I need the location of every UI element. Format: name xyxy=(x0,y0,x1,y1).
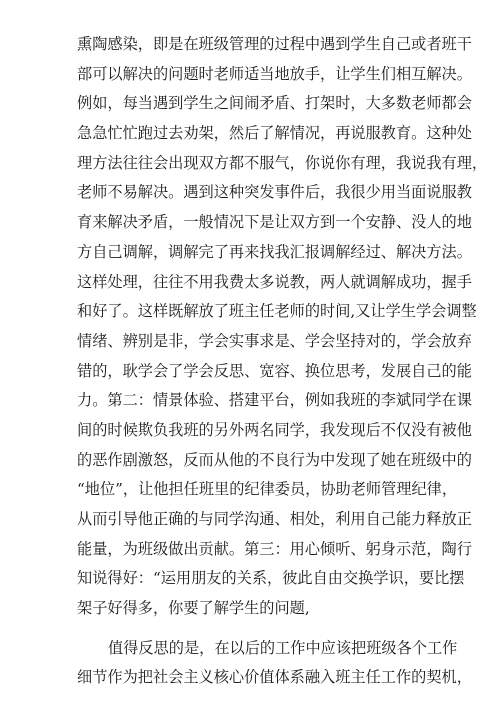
text-line: 能量，为班级做出贡献。第三：用心倾听、躬身示范，陶行 xyxy=(77,539,472,558)
text-line: 和好了。这样既解放了班主任老师的时间,又让学生学会调整 xyxy=(77,302,477,321)
text-line: 熏陶感染，即是在班级管理的过程中遇到学生自己或者班干 xyxy=(77,35,472,53)
text-line: 育来解决矛盾，一般情况下是让双方到一个安静、没人的地 xyxy=(77,213,472,232)
text-line: 急急忙忙跑过去劝架，然后了解情况，再说服教育。这种处 xyxy=(77,124,472,143)
text-line: 的恶作剧激怒，反而从他的不良行为中发现了她在班级中的 xyxy=(77,450,472,469)
text-line: 力。第二：情景体验、搭建平台，例如我班的李斌同学在课 xyxy=(77,391,472,410)
text-line: 知说得好：“运用朋友的关系，彼此自由交换学识，要比摆 xyxy=(77,569,465,588)
paragraph-2 xyxy=(77,634,472,693)
paragraph-spacer xyxy=(77,624,429,634)
text-line: 值得反思的是，在以后的工作中应该把班级各个工作 xyxy=(108,638,458,657)
text-line: 老师不易解决。遇到这种突发事件后，我很少用当面说服教 xyxy=(77,183,472,202)
text-line: 方自己调解，调解完了再来找我汇报调解经过、解决方法。 xyxy=(77,242,472,261)
document-page xyxy=(77,30,488,693)
text-line: 细节作为把社会主义核心价值体系融入班主任工作的契机， xyxy=(77,668,472,687)
text-line: 例如，每当遇到学生之间闹矛盾、打架时，大多数老师都会 xyxy=(77,94,472,113)
text-line: 架子好得多，你要了解学生的问题, xyxy=(77,599,310,618)
text-line: 情绪、辨别是非，学会实事求是、学会坚持对的，学会放弃 xyxy=(77,331,472,350)
text-line: 部可以解决的问题时老师适当地放手，让学生们相互解决。 xyxy=(77,64,472,83)
text-line: “地位”，让他担任班里的纪律委员，协助老师管理纪律， xyxy=(77,480,458,499)
text-line: 从而引导他正确的与同学沟通、相处，利用自己能力释放正 xyxy=(77,510,472,528)
text-line: 这样处理，往往不用我费太多说教，两人就调解成功，握手 xyxy=(77,272,472,291)
text-line: 错的，耿学会了学会反思、宽容、换位思考，发展自己的能 xyxy=(77,361,472,380)
paragraph-1 xyxy=(77,30,488,624)
text-line: 间的时候欺负我班的另外两名同学，我发现后不仅没有被他 xyxy=(77,420,472,439)
text-line: 理方法往往会出现双方都不服气，你说你有理，我说我有理， xyxy=(77,153,488,172)
